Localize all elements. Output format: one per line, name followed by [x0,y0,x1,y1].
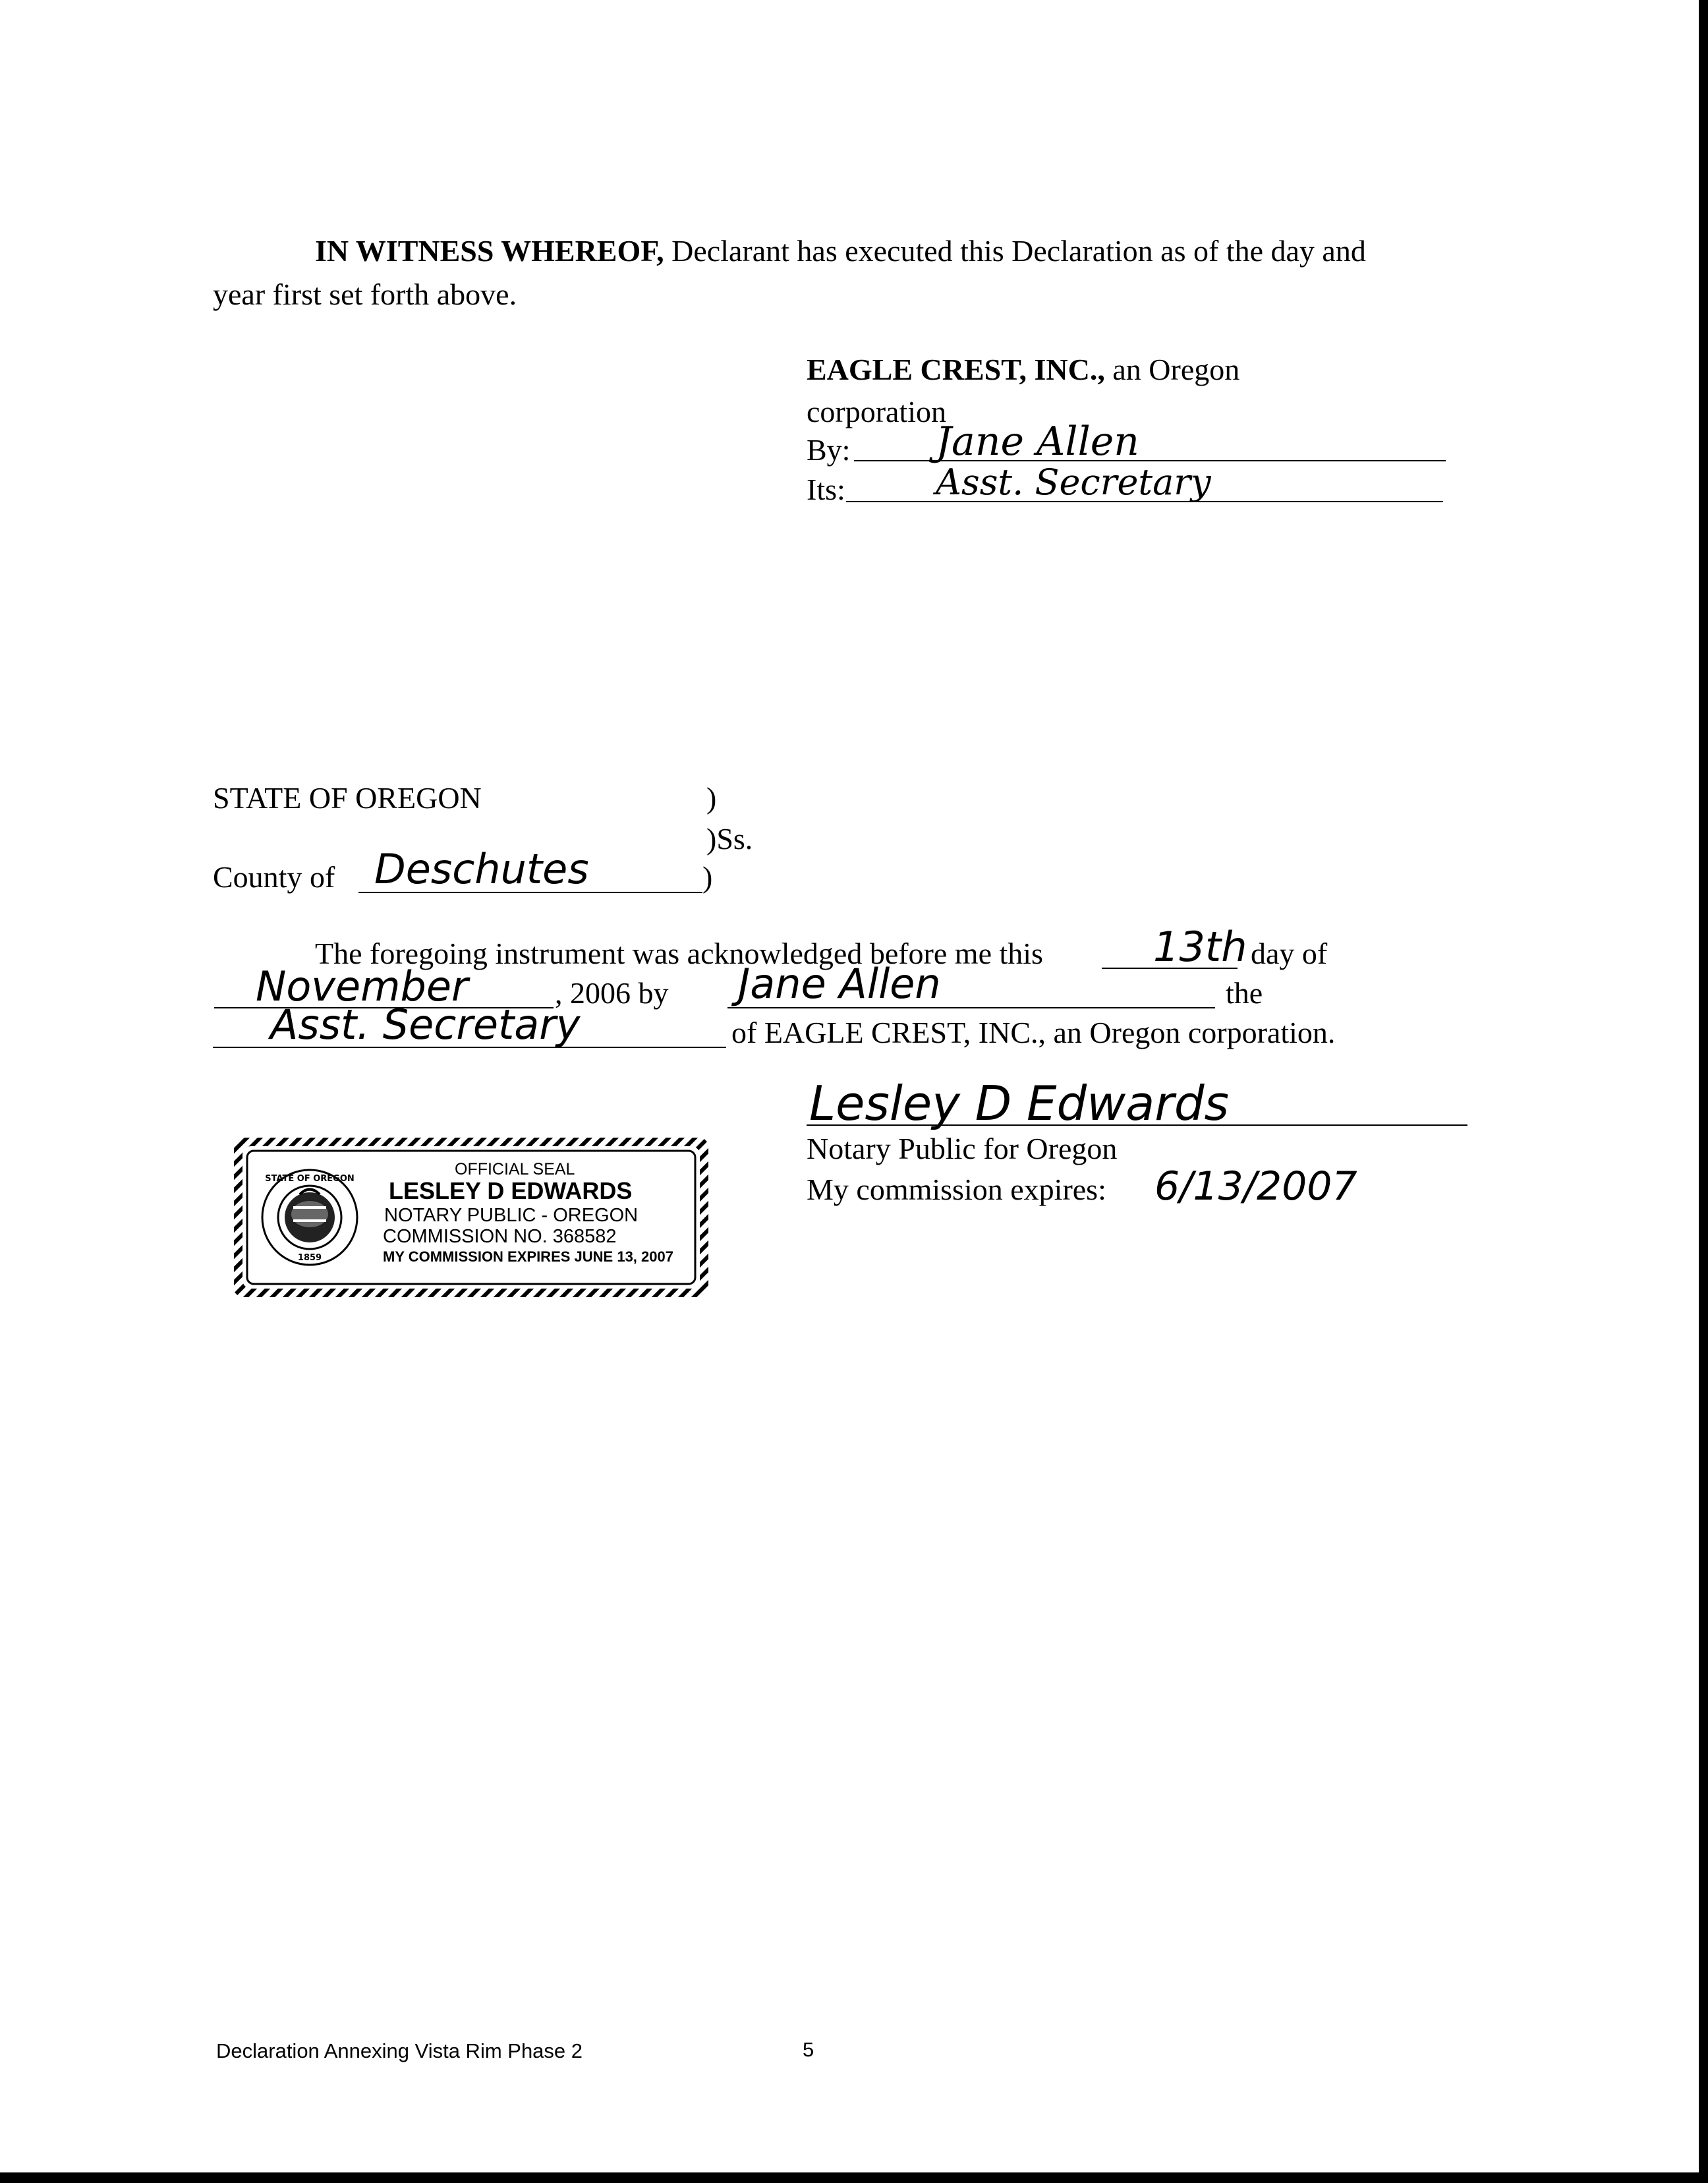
ss-label: )Ss. [706,822,753,856]
notary-public-label: Notary Public for Oregon [807,1132,1118,1165]
title-handwritten: Asst. Secretary [270,1001,581,1049]
name-handwritten: Jane Allen [738,960,941,1008]
by-label: By: [807,433,851,467]
day-handwritten: 13th [1153,923,1247,971]
emblem-year-text: 1859 [297,1253,322,1263]
the-label: the [1226,976,1263,1010]
seal-notary-public: NOTARY PUBLIC - OREGON [384,1205,639,1226]
year-by: , 2006 by [555,976,669,1010]
seal-official: OFFICIAL SEAL [455,1160,575,1179]
seal-name: LESLEY D EDWARDS [389,1177,633,1204]
scan-border-bottom [0,2172,1708,2183]
company-line-1 [807,355,1239,385]
footer-title: Declaration Annexing Vista Rim Phase 2 [216,2039,583,2062]
company-name: EAGLE CREST, INC., [807,353,1105,386]
its-handwritten-title: Asst. Secretary [936,461,1211,503]
company-type: an Oregon [1112,353,1240,386]
state-paren: ) [706,781,717,815]
of-company: of EAGLE CREST, INC., an Oregon corporation. [731,1016,1336,1049]
witness-bold: IN WITNESS WHEREOF, [315,234,664,268]
commission-handwritten: 6/13/2007 [1154,1163,1357,1209]
oregon-state-emblem [260,1168,359,1267]
official-seal-stamp [234,1138,708,1297]
witness-line-2: year first set forth above. [213,277,517,311]
month-handwritten: November [256,962,469,1010]
emblem-state-text: STATE OF OREGON [265,1174,355,1184]
commission-label: My commission expires: [807,1173,1106,1206]
ack-text: The foregoing instrument was acknowledged before me this [315,937,1043,970]
its-label: Its: [807,473,845,506]
county-label: County of [213,860,335,894]
company-line-2: corporation [807,395,947,428]
notary-signature: Lesley D Edwards [809,1076,1230,1131]
witness-line-1 [315,236,1366,266]
seal-expiration: MY COMMISSION EXPIRES JUNE 13, 2007 [383,1248,673,1265]
seal-commission-number: COMMISSION NO. 368582 [383,1226,617,1247]
by-signature: Jane Allen [936,419,1139,465]
county-handwritten: Deschutes [374,845,589,893]
witness-text: Declarant has executed this Declaration as of the day and [671,234,1366,268]
scan-border-right [1699,0,1708,2183]
day-of: day of [1251,937,1328,970]
county-paren: ) [702,860,713,894]
page-number: 5 [803,2038,814,2061]
state-label: STATE OF OREGON [213,781,482,815]
